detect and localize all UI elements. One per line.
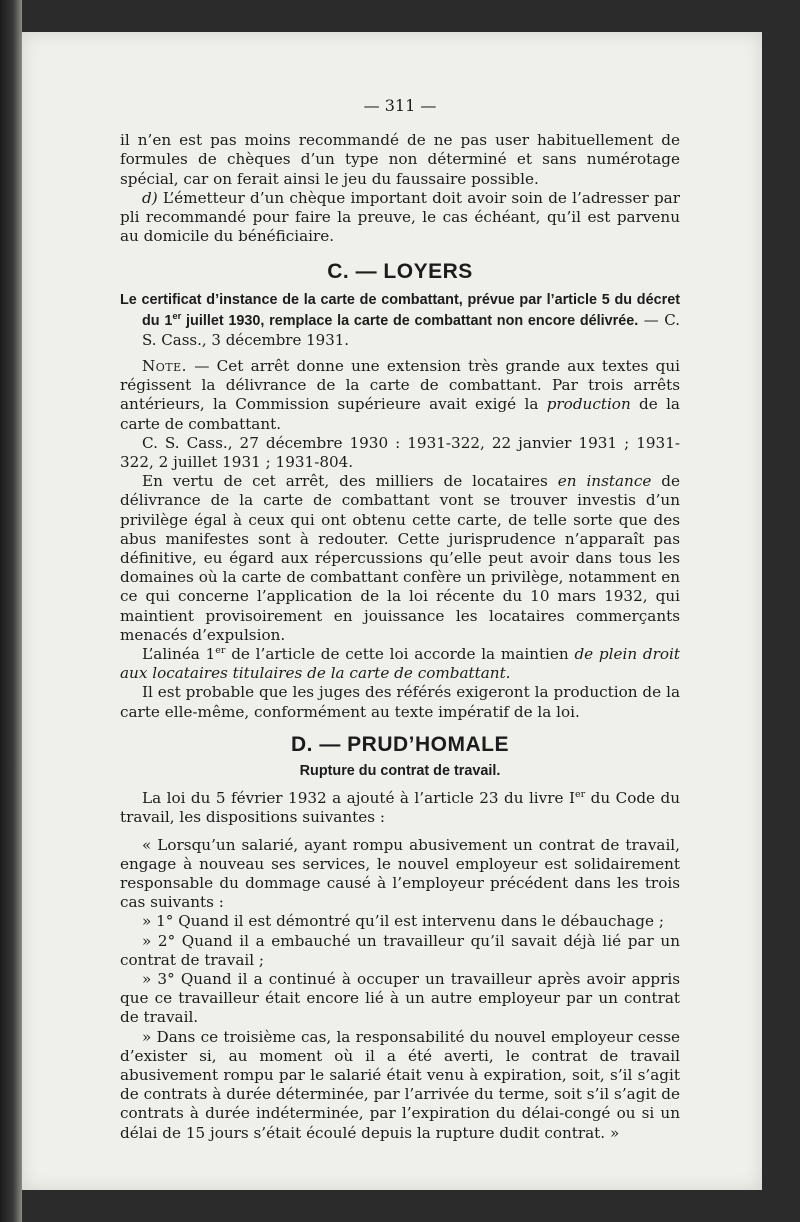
note-text-a: — Cet arrêt donne une extension très grande aux textes qui régissent la délivrance de la carte de combattant. Par trois arrêts antérieurs, la Commission supérieure avait exigé la	[120, 357, 680, 414]
book-page	[22, 32, 762, 1190]
item-label-d: d)	[142, 188, 158, 207]
page-content	[120, 96, 680, 1143]
consequences-text-b: de délivrance de la carte de combattant vont se trouver investis d’un privilège égal à ceux qui ont obtenu cette carte, de telle sorte que des abus manifestes sont à redouter. Cette jurisprudence n’apparaît pas définitive, eu égard aux répercussions qu’elle peut avoir dans tous les domaines où la carte de combattant confère un privilège, notamment en ce qui concerne l’application de la loi récente du 10 mars 1932, qui maintient provisoirement en jouissance les locataires commerçants menacés d’expulsion.	[120, 472, 680, 644]
quote-paragraph-4: » 3° Quand il a continué à occuper un travailleur après avoir appris que ce travailleur était encore lié à un autre employeur par un contrat de travail.	[120, 969, 680, 1027]
paragraph-emetteur	[120, 189, 680, 247]
loi-text-b: du Code du travail, les dispositions suivantes :	[120, 789, 681, 827]
paragraph-references: C. S. Cass., 27 décembre 1930 : 1931-322, 22 janvier 1931 ; 1931-322, 2 juillet 1931 ; 1931-804.	[120, 433, 680, 472]
loi-sup: er	[574, 789, 586, 801]
section-title-loyers: C. — LOYERS	[327, 260, 473, 284]
loi-text-a: La loi du 5 février 1932 a ajouté à l’article 23 du livre I	[142, 789, 575, 808]
alinea-text-a: L’alinéa 1	[142, 645, 216, 664]
paragraph-note	[120, 357, 680, 434]
paragraph-loi	[120, 789, 680, 827]
headnote-sup: er	[172, 310, 182, 322]
quote-paragraph-2: » 1° Quand il est démontré qu’il est intervenu dans le débauchage ;	[142, 912, 664, 931]
book-binding	[0, 0, 22, 1222]
consequences-text-a: En vertu de cet arrêt, des milliers de locataires	[142, 472, 558, 491]
paragraph-emetteur-text: L’émetteur d’un chèque important doit avoir soin de l’adresser par pli recommandé pour faire la preuve, le cas échéant, qu’il est parvenu au domicile du bénéficiaire.	[120, 188, 680, 246]
note-text-b: de la carte de combattant.	[120, 395, 680, 433]
paragraph-consequences	[120, 472, 680, 645]
section-title-prudhomale: D. — PRUD’HOMALE	[291, 732, 509, 756]
paragraph-alinea	[120, 645, 680, 683]
alinea-text-b: de l’article de cette loi accorde la maintien	[225, 645, 575, 664]
alinea-emphasis-1: de plein droit	[574, 645, 680, 664]
quote-paragraph-3: » 2° Quand il a embauché un travailleur qu’il savait déjà lié par un contrat de travail ;	[120, 931, 680, 969]
section-subtitle-rupture: Rupture du contrat de travail.	[299, 762, 501, 779]
paragraph-juges: Il est probable que les juges des référés exigeront la production de la carte elle-même, conformément au texte impératif de la loi.	[120, 683, 680, 721]
note-label: Note.	[142, 357, 188, 376]
headnote-text-a: Le certificat d’instance de la carte de combattant, prévue par l’article 5 du décret du 1	[120, 292, 680, 329]
quote-paragraph-5: » Dans ce troisième cas, la responsabilité du nouvel employeur cesse d’exister si, au moment où il a été averti, le contrat de travail abusivement rompu par le salarié était venu à expiration, soit, s’il s’agit de contrats à durée déterminée, par l’arrivée du terme, soit s’il s’agit de contrats à durée indéterminée, par l’expiration du délai-congé ou si un délai de 15 jours s’était écoulé depuis la rupture dudit contrat. »	[120, 1027, 680, 1142]
alinea-emphasis-2: aux locataires titulaires de la carte de combattant.	[120, 664, 511, 683]
headnote-text-b: juillet 1930, remplace la carte de combattant non encore délivrée.	[181, 312, 639, 329]
headnote-loyers	[120, 291, 680, 351]
paragraph-formules: il n’en est pas moins recommandé de ne pas user habituellement de formules de chèques d’un type non déterminé et sans numérotage spécial, car on ferait ainsi le jeu du faussaire possible.	[120, 131, 680, 188]
note-emphasis: production	[546, 395, 631, 414]
consequences-emphasis: en instance	[557, 472, 652, 491]
quote-paragraph-1: « Lorsqu’un salarié, ayant rompu abusivement un contrat de travail, engage à nouveau ses services, le nouvel employeur est solidairement responsable du dommage causé à l’employeur précédent dans les trois cas suivants :	[120, 835, 680, 912]
headnote-reference: — C. S. Cass., 3 décembre 1931.	[142, 310, 680, 349]
alinea-sup: er	[215, 645, 226, 657]
page-number: — 311 —	[363, 96, 437, 115]
